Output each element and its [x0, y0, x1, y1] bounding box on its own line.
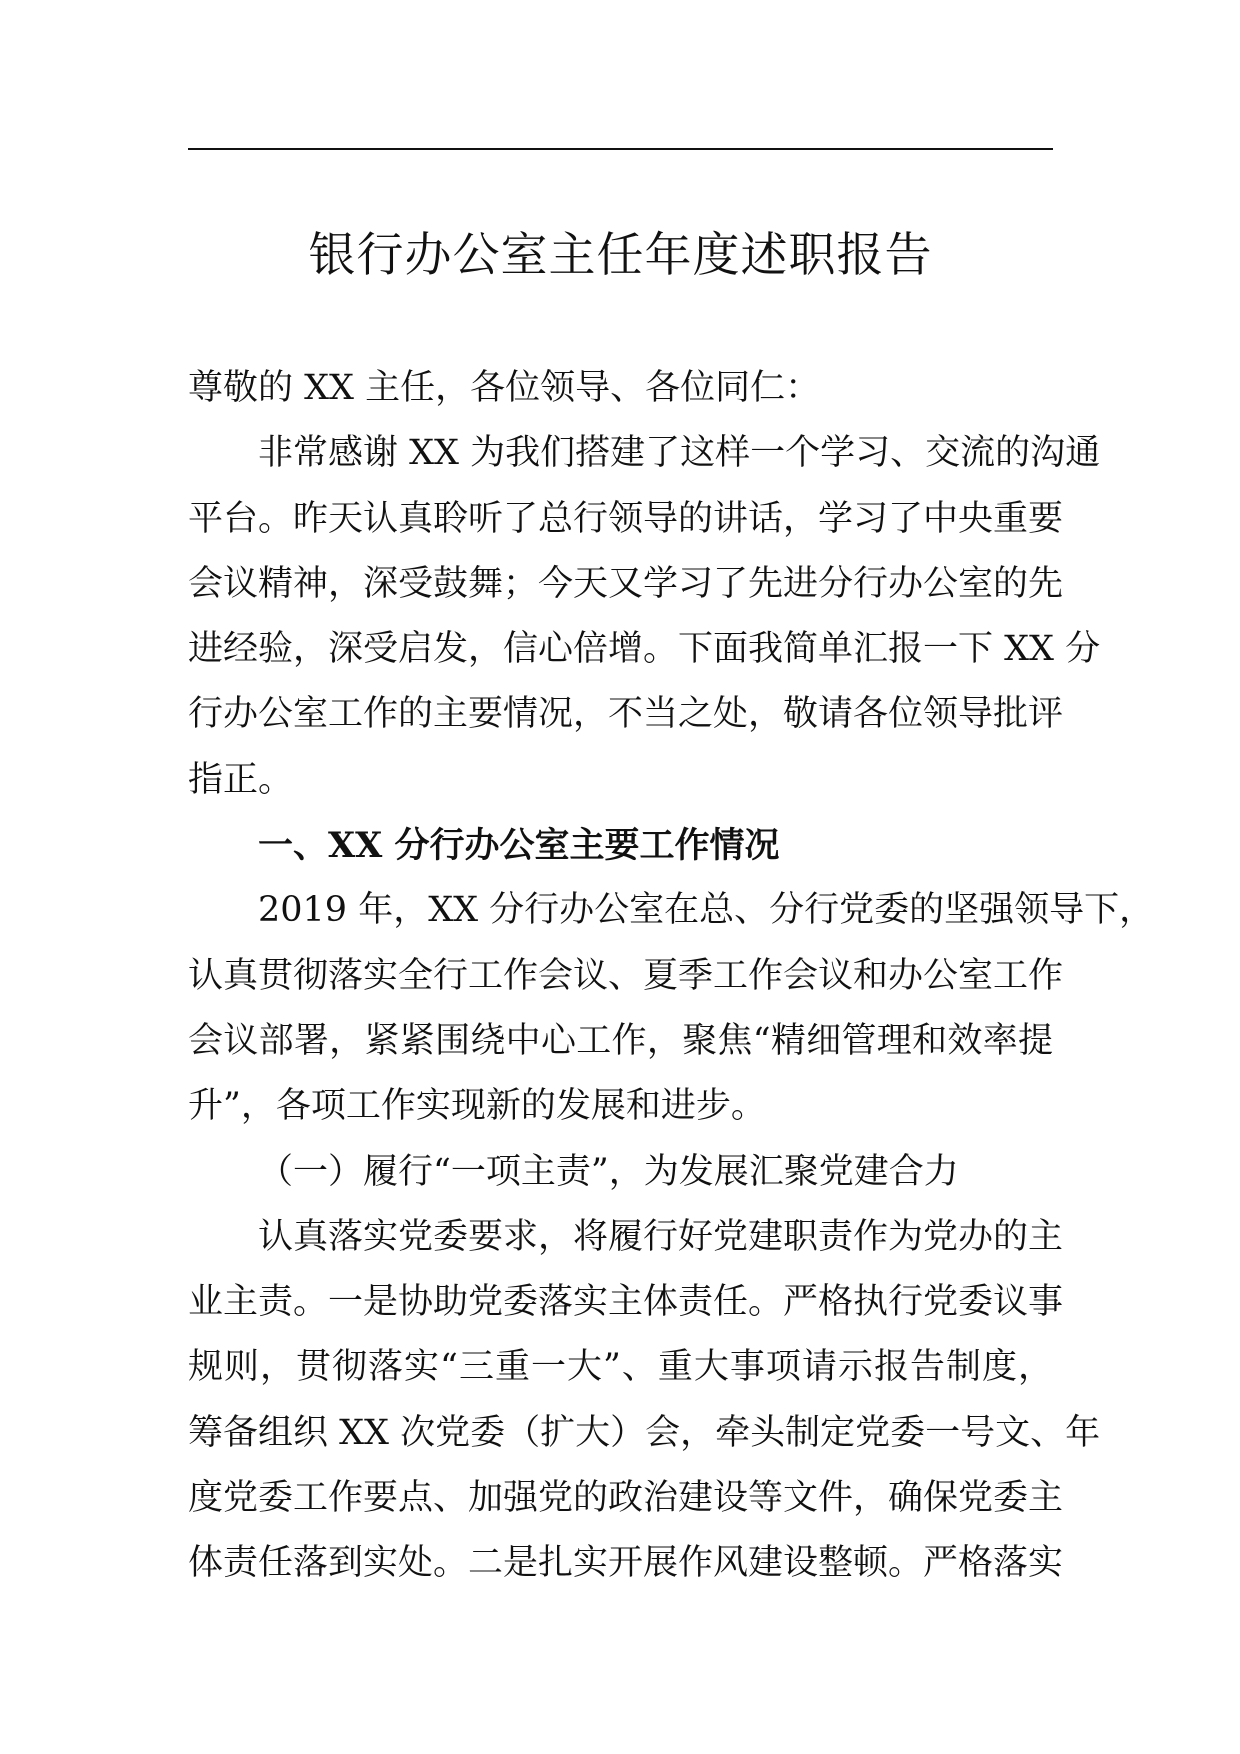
salutation-line: 尊敬的 XX 主任，各位领导、各位同仁： — [188, 368, 821, 408]
subsection-heading: （一）履行“一项主责”，为发展汇聚党建合力 — [258, 1151, 959, 1192]
paragraph-line: 业主责。一是协助党委落实主体责任。严格执行党委议事 — [188, 1282, 1064, 1323]
paragraph-line: 2019 年，XX 分行办公室在总、分行党委的坚强领导下， — [258, 890, 1155, 931]
paragraph-line: 行办公室工作的主要情况，不当之处，敬请各位领导批评 — [188, 694, 1064, 735]
paragraph-line: 非常感谢 XX 为我们搭建了这样一个学习、交流的沟通 — [258, 433, 1101, 474]
header-rule — [188, 148, 1053, 150]
paragraph-line: 指正。 — [188, 759, 294, 800]
paragraph-line: 会议精神，深受鼓舞；今天又学习了先进分行办公室的先 — [188, 563, 1064, 604]
paragraph-line: 体责任落到实处。二是扎实开展作风建设整顿。严格落实 — [188, 1543, 1064, 1584]
paragraph-line: 规则，贯彻落实“三重一大”、重大事项请示报告制度， — [188, 1347, 1053, 1388]
section-heading: 一、XX 分行办公室主要工作情况 — [258, 825, 780, 867]
paragraph-line: 认真贯彻落实全行工作会议、夏季工作会议和办公室工作 — [188, 955, 1064, 996]
paragraph-line: 筹备组织 XX 次党委（扩大）会，牵头制定党委一号文、年 — [188, 1412, 1101, 1453]
paragraph-line: 升”，各项工作实现新的发展和进步。 — [188, 1086, 766, 1127]
paragraph-line: 度党委工作要点、加强党的政治建设等文件，确保党委主 — [188, 1478, 1064, 1519]
document-body — [188, 356, 1155, 1597]
paragraph-line: 平台。昨天认真聆听了总行领导的讲话，学习了中央重要 — [188, 498, 1064, 539]
document-title: 银行办公室主任年度述职报告 — [308, 228, 933, 283]
paragraph-line: 进经验，深受启发，信心倍增。下面我简单汇报一下 XX 分 — [188, 629, 1101, 670]
paragraph-line: 会议部署，紧紧围绕中心工作，聚焦“精细管理和效率提 — [188, 1020, 1053, 1061]
paragraph-line: 认真落实党委要求，将履行好党建职责作为党办的主 — [258, 1216, 1064, 1257]
